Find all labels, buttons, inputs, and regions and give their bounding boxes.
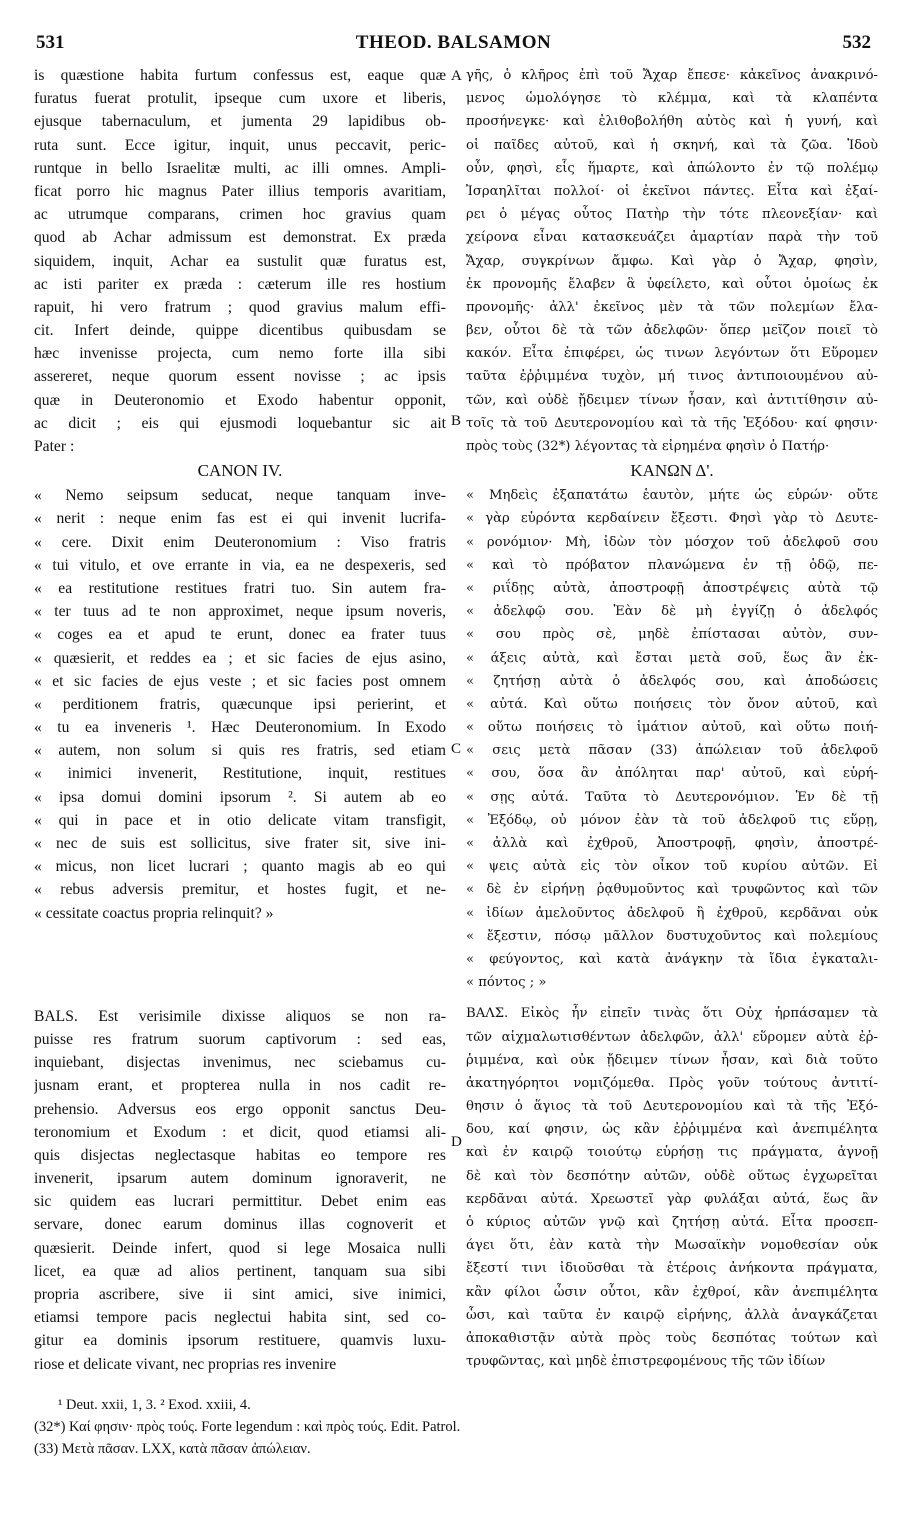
- text-line: « σου, ὅσα ἂν ἀπόληται παρ' αὐτοῦ, καὶ εὑρή-: [466, 766, 878, 782]
- text-line: « ἔξεστιν, πόσῳ μᾶλλον δυστυχοῦντος καὶ πολεμίους: [466, 928, 878, 944]
- text-line: « ter tuus ad te non approximet, neque ipsum noveris,: [34, 603, 446, 621]
- text-line: τῶν αἰχμαλωτισθέντων ἀδελφῶν, ἀλλ' εὕρομεν αὐτὰ ἐῤ-: [466, 1029, 878, 1045]
- text-line: « micus, non licet lucrari ; quanto magis ab eo qui: [34, 858, 446, 876]
- text-line: Ἰσραηλῖται πολλοί· οἱ ἐκεῖνοι πάντες. Εἶτα καὶ ἐξαί-: [466, 183, 878, 199]
- text-line: ὁ κύριος αὐτῶν γνῷ καὶ ζητήσῃ αὐτά. Εἶτα προσεπ-: [466, 1215, 878, 1230]
- text-line: servare, donec earum dominus illas cognoverit et: [34, 1216, 446, 1234]
- latin-column: [34, 64, 446, 1376]
- text-line: « coges ea et apud te erunt, donec ea frater tuus: [34, 626, 446, 644]
- text-line: θησιν ὁ ἅγιος τὰ τοῦ Δευτερονομίου καὶ τὰ τῆς Ἐξό-: [466, 1099, 878, 1115]
- text-line: βεν, οὗτοι δὲ τὰ τῶν ἀδελφῶν· ὅπερ μεῖζον ποιεῖ τὸ: [466, 323, 878, 339]
- text-line: puisse res fratrum suorum captivorum : sed eas,: [34, 1030, 446, 1048]
- text-line: « quæsierit, et reddes ea ; et sic facies de ejus asino,: [34, 649, 446, 667]
- text-line: sic quidem eas lucrari permittitur. Debet enim eas: [34, 1193, 446, 1211]
- text-line: ἀκατηγόρητοι νομιζόμεθα. Πρὸς γοῦν τούτους ἀντιτί-: [466, 1075, 878, 1091]
- text-line: BALS. Est verisimile dixisse aliquos se non ra-: [34, 1007, 446, 1025]
- text-line: ταῦτα ἐῤῥιμμένα τυχὸν, μή τινος ἀντιποιουμένου αὐ-: [466, 369, 878, 385]
- text-line: γῆς, ὁ κλῆρος ἐπὶ τοῦ Ἄχαρ ἔπεσε· κἀκεῖνος ἀνακρινό-: [466, 68, 878, 83]
- text-line: « ἀδελφῷ σου. Ἐὰν δὲ μὴ ἐγγίζῃ ὁ ἀδελφός: [466, 604, 878, 620]
- text-line: siquidem, inquit, Achar ea sustulit quæ furatus est,: [34, 252, 446, 270]
- text-line: « ipsa domui domini ipsorum ². Si autem ab eo: [34, 788, 446, 806]
- text-line: « cessitate coactus propria relinquit? »: [34, 904, 274, 922]
- text-line: δὲ καὶ τὸν δεσπότην αὐτῶν, οὐδὲ οὕτως ἐγχωρεῖται: [466, 1168, 878, 1184]
- text-line: ρει ὁ μέγας οὗτος Πατὴρ τὴν τότε πλεονεξίαν· καὶ: [466, 207, 878, 223]
- text-line: ῥιμμένα, καὶ οὐκ ᾔδειμεν τίνων ἦσαν, καὶ διὰ τοῦτο: [466, 1052, 878, 1068]
- text-line: προνομῆς· ἀλλ' ἐκεῖνος μὲν τὰ τῶν πολεμίων ἔλα-: [466, 299, 878, 315]
- text-line: πρὸς τοὺς (32*) λέγοντας τὰ εἰρημένα φησὶν ὁ Πατήρ·: [466, 439, 830, 454]
- text-line: « Ἐξόδῳ, οὐ μόνον ἐὰν τὰ τοῦ ἀδελφοῦ τις εὕρῃ,: [466, 812, 878, 828]
- text-line: « cere. Dixit enim Deuteronomium : Viso fratris: [34, 533, 446, 551]
- text-line: ac dicit ; eis qui ejusmodi loquebantur sic ait: [34, 414, 446, 432]
- text-line: « αὐτά. Καὶ οὕτω ποιήσεις τὸν ὄνον αὐτοῦ, καὶ: [466, 696, 878, 712]
- text-line: ejusque tabernaculum, et jumenta 29 lapidibus ob-: [34, 113, 446, 131]
- greek-canon-text: [466, 484, 878, 994]
- text-line: προσήνεγκε· καὶ ἐλιθοβολήθη αὐτὸς καὶ ἡ γυνή, καὶ: [466, 114, 878, 130]
- text-line: « ριΐδῃς αὐτὰ, ἀποστροφῇ ἀποστρέψεις αὐτὰ τῷ: [466, 580, 878, 596]
- text-line: rapuit, hi vero fratrum ; quod gravius malum effi-: [34, 298, 446, 316]
- text-line: riose et delicate vivant, nec proprias res invenire: [34, 1355, 337, 1373]
- text-line: « Nemo seipsum seducat, neque tanquam inve-: [34, 487, 446, 505]
- text-line: « σεις μετὰ πᾶσαν (33) ἀπώλειαν τοῦ ἀδελφοῦ: [466, 743, 878, 759]
- text-line: « rebus adversis premitur, et hostes fugit, et ne-: [34, 881, 446, 899]
- text-line: ruta sunt. Ecce igitur, inquit, unus peccavit, peric-: [34, 136, 446, 154]
- text-line: « perditionem fratris, quæcunque ipsi perierint, et: [34, 695, 446, 713]
- latin-gap: [34, 925, 446, 1005]
- text-line: « ἰδίων ἀμελοῦντος ἀδελφοῦ ἢ ἐχθροῦ, κερδᾶναι οὐκ: [466, 905, 878, 921]
- text-line: « et sic facies de ejus veste ; et sic facies post omnem: [34, 672, 446, 690]
- footnotes: [34, 1394, 874, 1460]
- text-line: « tui vitulo, et ove errante in via, ea ne despexeris, sed: [34, 556, 446, 574]
- text-line: « nec de suis est sollicitus, sive frater sit, sive ini-: [34, 835, 446, 852]
- text-line: ἀποκαθιστᾷν αὐτὰ πρὸς τοὺς δεσπότας τούτων καὶ: [466, 1330, 878, 1346]
- text-line: κακόν. Εἶτα ἐπιφέρει, ὡς τινων λεγόντων ὅτι Εὕρομεν: [466, 346, 878, 362]
- text-line: ΒΑΛΣ. Εἰκὸς ἦν εἰπεῖν τινὰς ὅτι Οὐχ ἡρπάσαμεν τὰ: [466, 1006, 878, 1022]
- text-line: μενος ὡμολόγησε τὸ κλέμμα, καὶ τὰ κλαπέντα: [466, 91, 878, 107]
- text-line: τρυφῶντας, καὶ μηδὲ ἐπιστρεφομένους τῆς τῶν ἰδίων: [466, 1354, 826, 1370]
- text-line: οὖν, φησὶ, εἷς ἥμαρτε, καὶ ἀπώλοντο ἐν τῷ πολέμῳ: [466, 160, 878, 176]
- text-line: propria ascribere, sive ii sint amici, sive inimici,: [34, 1286, 446, 1303]
- text-line: άγει ὅτι, ἐὰν κατὰ τὴν Μωσαϊκὴν νομοθεσίαν οὐκ: [466, 1238, 878, 1254]
- text-line: ἐκ προνομῆς ἔλαβεν ἃ ὑφείλετο, καὶ οὗτοι ὁμοίως ἐκ: [466, 276, 878, 292]
- text-line: furatus fuerat protulit, ipseque cum uxore et liberis,: [34, 90, 446, 108]
- text-line: gitur ea dominis ipsorum restituere, quamvis luxu-: [34, 1332, 446, 1350]
- text-line: « καὶ τὸ πρόβατον πλανώμενα ἐν τῇ ὁδῷ, πε-: [466, 557, 878, 573]
- footnote-scripture: ¹ Deut. xxii, 1, 3. ² Exod. xxiii, 4.: [58, 1397, 251, 1413]
- text-line: ac utrumque comparans, crimen hoc gravius quam: [34, 206, 446, 224]
- page-header: [36, 28, 871, 58]
- text-line: ἔξεστί τινι ἰδιοῦσθαι τὰ ἑτέροις ἀνήκοντα πράγματα,: [466, 1261, 878, 1277]
- text-line: οἱ παῖδες αὐτοῦ, καὶ ἡ σκηνή, καὶ τὰ ζῶα. Ἰδοὺ: [466, 137, 878, 153]
- text-line: ficat porro hic magnus Pater illius temporis avaritiam,: [34, 182, 446, 200]
- text-line: δου, καί φησιν, ὡς κἂν ἐῤῥιμμένα καὶ ἀνεπιμέλητα: [466, 1122, 878, 1138]
- text-line: inquiebant, disjectas invenimus, nec sciebamus cu-: [34, 1054, 446, 1072]
- latin-canon-text: [34, 484, 446, 925]
- margin-marker-b: B: [451, 413, 462, 429]
- text-line: ac isti pariter ex præda : cæterum ille res hostium: [34, 275, 446, 293]
- margin-marker-c: C: [451, 741, 462, 757]
- text-line: Ἄχαρ, συγκρίνων ἄμφω. Καὶ γὰρ ὁ Ἄχαρ, φησὶν,: [466, 253, 878, 269]
- text-line: « qui in pace et in otio delicate vitam transfigit,: [34, 811, 446, 829]
- greek-intro: [466, 64, 878, 458]
- text-line: is quæstione habita furtum confessus est, eaque quæ: [34, 67, 446, 84]
- text-line: quod ab Achar admissum est demonstrat. Ex præda: [34, 229, 446, 247]
- greek-column: [466, 64, 878, 1373]
- text-line: invenerit, ipsarum autem dominum ignoraverit, ne: [34, 1170, 446, 1188]
- latin-commentary: [34, 1005, 446, 1376]
- text-line: καὶ ἐν καιρῷ τοιούτῳ εὑρήσῃ τις πράγματα, ἀγνοῇ: [466, 1145, 878, 1161]
- text-line: etiamsi tempore pacis neglectui habita sint, sed co-: [34, 1309, 446, 1327]
- text-line: « άξεις αὐτὰ, καὶ ἔσται μετὰ σοῦ, ἕως ἂν ἐκ-: [466, 650, 878, 666]
- text-line: jusnam erant, et propterea nulla in nos cadit re-: [34, 1077, 446, 1095]
- footnote-33: (33) Μετὰ πᾶσαν. LXX, κατὰ πᾶσαν ἀπώλειαν.: [34, 1441, 311, 1457]
- margin-marker-d: D: [451, 1134, 462, 1150]
- text-line: « οὕτω ποιήσεις τὸ ἱμάτιον αὐτοῦ, καὶ οὕτω ποιή-: [466, 720, 878, 736]
- text-line: « σῃς αὐτά. Ταῦτα τὸ Δευτερονόμιον. Ἐν δὲ τῇ: [466, 789, 878, 805]
- text-line: « δὲ ἐν εἰρήνῃ ῥᾳθυμοῦντος καὶ τρυφῶντος καὶ τῶν: [466, 882, 878, 898]
- text-line: Pater :: [34, 438, 75, 455]
- text-line: « Μηδεὶς ἐξαπατάτω ἑαυτὸν, μήτε ὡς εὑρών· οὔτε: [466, 488, 878, 504]
- text-line: assereret, neque quorum essent novisse ; ac ipsis: [34, 368, 446, 386]
- text-line: ὦσι, καὶ ταῦτα ἐν καιρῷ εἰρήνης, ἀλλὰ ἀναγκάζεται: [466, 1307, 878, 1323]
- running-title: THEOD. BALSAMON: [355, 32, 552, 53]
- text-line: χείρονα εἶναι κατασκευάζει ἁμαρτίαν παρὰ τὴν τοῦ: [466, 230, 878, 246]
- text-line: « inimici invenerit, Restitutione, inquit, restitues: [34, 765, 446, 783]
- text-line: « ψεις αὐτὰ εἰς τὸν οἶκον τοῦ κυρίου αὐτῶν. Εἰ: [466, 859, 878, 875]
- text-line: licet, ea quæ ad alios pertinent, tanquam sua sibi: [34, 1262, 446, 1280]
- text-line: hæc invenisse projecta, cum nemo forte illa sibi: [34, 345, 446, 363]
- text-line: quæ in Deuteronomio et Exodo habentur opponit,: [34, 391, 446, 409]
- latin-canon-title: CANON IV.: [197, 461, 283, 481]
- greek-commentary: [466, 1002, 878, 1373]
- text-line: prehensio. Adversus eos ergo opponit sanctus Deu-: [34, 1100, 446, 1118]
- greek-gap: [466, 994, 878, 1002]
- text-line: « σου πρὸς σὲ, μηδὲ ἐπίστασαι αὐτὸν, συν-: [466, 627, 878, 643]
- text-line: cit. Infert deinde, quippe dicentibus quibusdam se: [34, 322, 446, 340]
- greek-canon-title: ΚΑΝΩΝ Δ'.: [630, 461, 714, 481]
- text-line: « ζητήσῃ αὐτὰ ὁ ἀδελφός σου, καὶ ἀποδώσεις: [466, 673, 878, 689]
- right-page-number: 532: [842, 32, 871, 53]
- text-line: « πόντος ; »: [466, 975, 547, 991]
- left-page-number: 531: [36, 32, 65, 53]
- text-line: « γὰρ εὑρόντα κερδαίνειν ἔξεστι. Φησὶ γὰρ τὸ Δευτε-: [466, 511, 878, 527]
- text-line: « autem, non solum si quis res fratris, sed etiam: [34, 742, 446, 760]
- text-line: τοῖς τὰ τοῦ Δευτερονομίου καὶ τὰ τῆς Ἐξόδου· καί φησιν·: [466, 415, 878, 431]
- text-line: quis disjectas neglectasque habitas eo tempore res: [34, 1146, 446, 1164]
- footnote-32: (32*) Καί φησιν· πρὸς τούς. Forte legendum : καὶ πρὸς τούς. Edit. Patrol.: [34, 1419, 461, 1435]
- margin-marker-a: A: [451, 68, 462, 84]
- text-line: « ea restitutione restitues fratri tuo. Sin autem fra-: [34, 579, 446, 597]
- latin-intro: [34, 64, 446, 458]
- text-line: « ἀλλὰ καὶ ἐχθροῦ, Ἀποστροφῇ, φησὶν, ἀποστρέ-: [466, 836, 878, 851]
- text-line: teronomium et Exodum : et dicit, quod etiamsi ali-: [34, 1123, 446, 1141]
- text-line: runtque in bello Israelitæ multi, ac illi omnes. Ampli-: [34, 159, 446, 177]
- text-line: « nerit : neque enim fas est ei qui invenit lucrifa-: [34, 510, 446, 528]
- text-line: « φεύγοντος, καὶ κατὰ ἀνάγκην τὰ ἴδια ἐγκαταλι-: [466, 951, 878, 967]
- text-line: « tu ea inveneris ¹. Hæc Deuteronomium. In Exodo: [34, 719, 446, 737]
- text-line: quæsierit. Deinde infert, quod si lege Mosaica nulli: [34, 1239, 446, 1257]
- text-line: κἂν φίλοι ὦσιν οὗτοι, κἂν ἐχθροί, κἂν ἀνεπιμέλητα: [466, 1284, 878, 1300]
- text-line: κερδᾶναι αὐτά. Χρεωστεῖ γὰρ φυλάξαι αὐτά, ἕως ἂν: [466, 1191, 878, 1207]
- text-line: « ρονόμιον· Μὴ, ἰδὼν τὸν μόσχον τοῦ ἀδελφοῦ σου: [466, 534, 878, 550]
- text-line: τῶν, καὶ οὐδὲ ᾔδειμεν τίνων ἦσαν, καὶ ἀντιτίθησιν αὐ-: [466, 392, 878, 408]
